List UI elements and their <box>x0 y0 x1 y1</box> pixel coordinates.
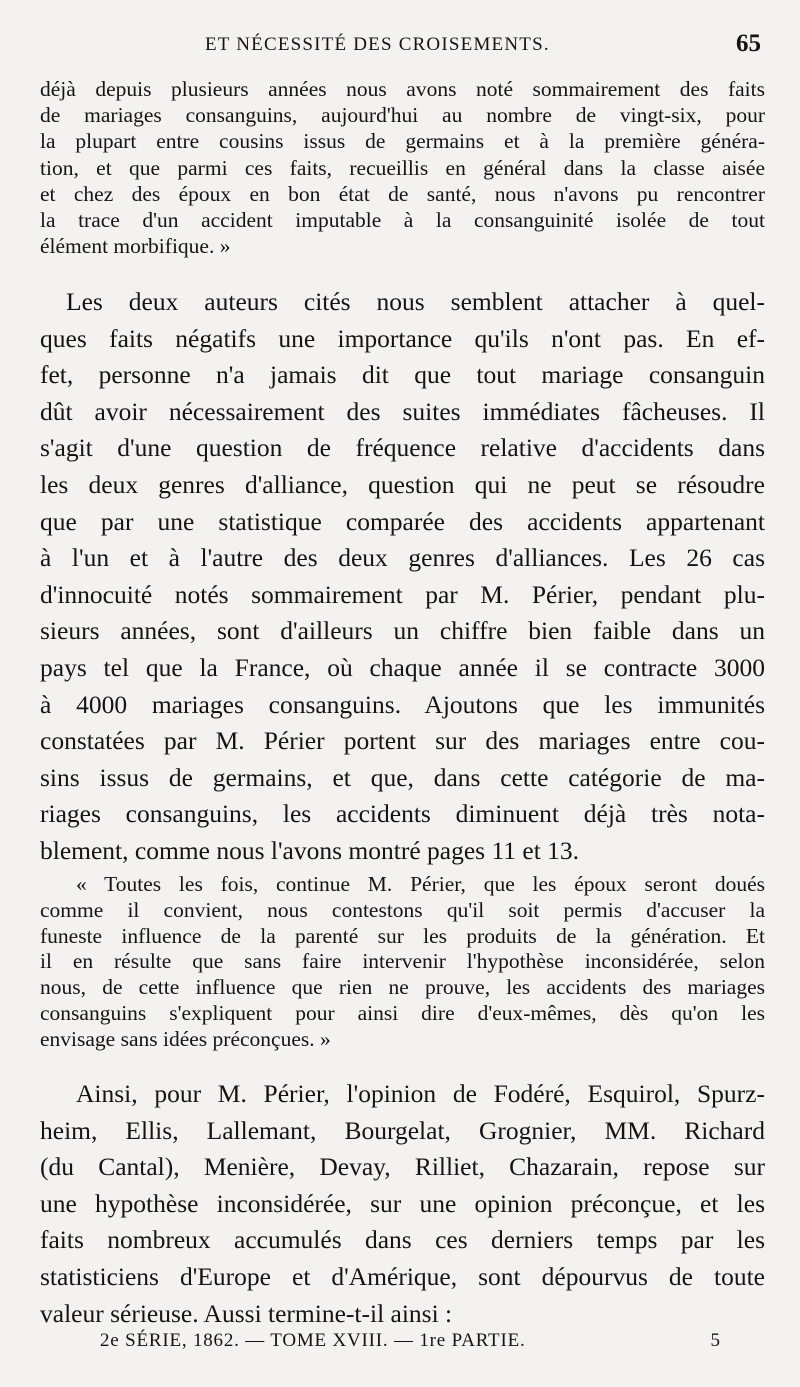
text-line: comme il convient, nous contestons qu'il soit permis d'accuser la <box>40 897 765 922</box>
text-line: à l'un et à l'autre des deux genres d'alliances. Les 26 cas <box>40 543 765 573</box>
page-footer <box>100 1330 720 1360</box>
text-line: dût avoir nécessairement des suites immédiates fâcheuses. Il <box>40 396 765 426</box>
text-line: ques faits négatifs une importance qu'ils n'ont pas. En ef- <box>40 323 765 353</box>
text-line: heim, Ellis, Lallemant, Bourgelat, Grognier, MM. Richard <box>40 1115 765 1145</box>
text-line: Ainsi, pour M. Périer, l'opinion de Fodéré, Esquirol, Spurz- <box>76 1079 765 1108</box>
text-line: faits nombreux accumulés dans ces derniers temps par les <box>40 1225 765 1255</box>
paragraph-main-argument <box>40 284 765 870</box>
text-line: de mariages consanguins, aujourd'hui au nombre de vingt-six, pour <box>40 103 765 128</box>
text-line: fet, personne n'a jamais dit que tout mariage consanguin <box>40 360 765 390</box>
text-line: la plupart entre cousins issus de germains et à la première généra- <box>40 129 765 154</box>
text-line: Les deux auteurs cités nous semblent attacher à quel- <box>66 287 765 316</box>
text-line: une hypothèse inconsidérée, sur une opinion préconçue, et les <box>40 1188 765 1218</box>
paragraph-perier-quote <box>40 872 765 1053</box>
text-line: d'innocuité notés sommairement par M. Périer, pendant plu- <box>40 579 765 609</box>
signature-mark: 5 <box>710 1330 720 1351</box>
text-line: déjà depuis plusieurs années nous avons noté sommairement des faits <box>40 77 765 101</box>
text-line: « Toutes les fois, continue M. Périer, que les époux seront doués <box>76 872 765 896</box>
page-header <box>40 26 775 66</box>
text-line: les deux genres d'alliance, question qui ne peut se résoudre <box>40 469 765 499</box>
text-line: s'agit d'une question de fréquence relative d'accidents dans <box>40 433 765 463</box>
text-line: à 4000 mariages consanguins. Ajoutons que les immunités <box>40 689 765 719</box>
text-line: blement, comme nous l'avons montré pages 11 et 13. <box>40 835 580 865</box>
text-line: élément morbifique. » <box>40 234 231 259</box>
paragraph-quote-continuation <box>40 76 765 259</box>
text-line: que par une statistique comparée des accidents appartenant <box>40 506 765 536</box>
text-line: envisage sans idées préconçues. » <box>40 1026 331 1051</box>
running-title: ET NÉCESSITÉ DES CROISEMENTS. <box>205 34 550 55</box>
page-number: 65 <box>736 30 761 57</box>
text-line: tion, et que parmi ces faits, recueillis en général dans la classe aisée <box>40 155 765 180</box>
text-line: valeur sérieuse. Aussi termine-t-il ainsi : <box>40 1298 453 1328</box>
text-line: constatées par M. Périer portent sur des mariages entre cou- <box>40 726 765 756</box>
text-line: statisticiens d'Europe et d'Amérique, sont dépourvus de toute <box>40 1261 765 1291</box>
text-line: il en résulte que sans faire intervenir l'hypothèse inconsidérée, selon <box>40 949 765 974</box>
text-line: et chez des époux en bon état de santé, nous n'avons pu rencontrer <box>40 181 765 206</box>
text-line: nous, de cette influence que rien ne prouve, les accidents des mariages <box>40 975 765 1000</box>
text-line: riages consanguins, les accidents diminuent déjà très nota- <box>40 799 765 829</box>
paragraph-conclusion <box>40 1076 765 1332</box>
text-line: consanguins s'expliquent pour ainsi dire d'eux-mêmes, dès qu'on les <box>40 1000 765 1025</box>
text-line: sins issus de germains, et que, dans cette catégorie de ma- <box>40 762 765 792</box>
text-line: la trace d'un accident imputable à la consanguinité isolée de tout <box>40 207 765 232</box>
series-volume-line: 2e SÉRIE, 1862. — TOME XVIII. — 1re PARTIE. <box>100 1330 526 1351</box>
text-line: pays tel que la France, où chaque année il se contracte 3000 <box>40 652 765 682</box>
text-line: (du Cantal), Menière, Devay, Rilliet, Chazarain, repose sur <box>40 1152 765 1182</box>
text-line: sieurs années, sont d'ailleurs un chiffre bien faible dans un <box>40 616 765 646</box>
text-line: funeste influence de la parenté sur les produits de la génération. Et <box>40 923 765 948</box>
